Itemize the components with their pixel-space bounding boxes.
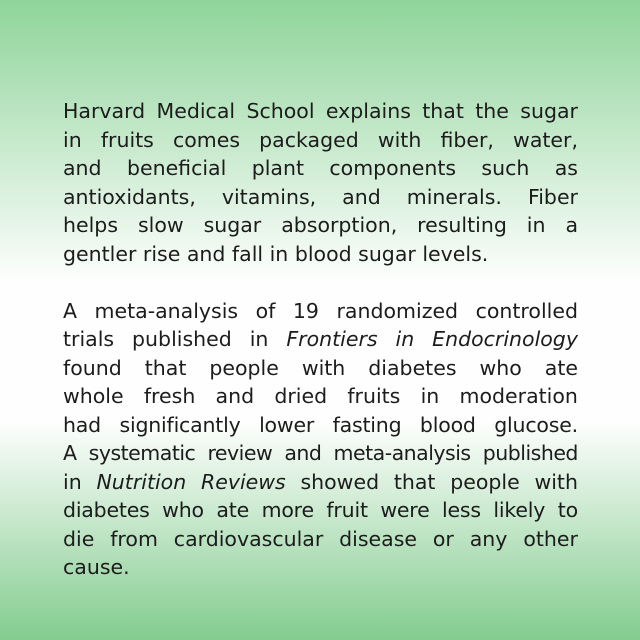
word: of [255,298,276,323]
word: to [557,498,578,522]
word: who [162,498,204,522]
text-line [63,525,578,554]
word: meta-analysis [94,298,239,323]
word: diabetes [368,355,457,380]
text-line [63,496,578,525]
word: with [377,127,422,152]
word: packaged [259,127,359,152]
word: meta-analysis [333,441,471,465]
word: fasting [332,412,402,437]
word: School [246,99,315,123]
text-line [63,297,578,326]
word: A [63,298,78,323]
word: or [432,526,454,551]
word: comes [172,127,241,152]
word: significantly [119,412,241,437]
word: helps [63,213,118,237]
word: systematic [88,441,196,465]
word: and [284,441,322,465]
word: more [261,498,314,522]
word: and [63,156,102,180]
word: fruits [100,127,154,152]
word: moderation [459,384,578,408]
word: Fiber [527,184,578,209]
word: glucose. [494,412,578,437]
word: Reviews [200,469,286,494]
word: die [63,526,95,551]
word: fruit [326,498,368,522]
word: absorption, [281,213,398,237]
word: people [209,355,279,380]
word: in [249,327,269,351]
word: Frontiers [286,327,378,351]
word: in [63,127,82,152]
word: whole [63,384,124,408]
word: trials [63,327,115,351]
word: cardiovascular [173,526,324,551]
word: blood [419,412,476,437]
word: sugar [520,99,578,123]
word: randomized [336,298,459,323]
text-line [63,240,578,269]
word: water, [513,127,578,152]
word: vitamins, [221,184,317,209]
word: diabetes [63,498,150,522]
paragraph [63,97,578,268]
word: A [63,441,77,465]
word: minerals. [406,184,502,209]
word: that [144,355,187,380]
word: components [329,156,457,180]
paragraph [63,297,578,582]
word: Nutrition [96,469,187,494]
word: had [63,412,101,437]
word: lower [259,412,315,437]
word: were [380,498,430,522]
word: less [442,498,481,522]
text-line [63,553,578,582]
word: in [63,469,82,494]
word: found [63,355,122,380]
word: showed [300,469,380,494]
word: fresh [143,384,196,408]
word: other [523,526,578,551]
text-segment: gentler rise and fall in blood sugar levels. [63,241,489,266]
word: 19 [292,298,319,323]
text-line [63,439,578,468]
word: Harvard [63,99,146,123]
text-line [63,382,578,411]
word: from [110,526,158,551]
word: fruits [347,384,401,408]
text-line [63,126,578,155]
word: plant [251,156,305,180]
word: a [565,213,578,237]
text-line [63,154,578,183]
word: people [450,469,520,494]
word: and [215,384,255,408]
word: Endocrinology [432,327,578,351]
word: any [469,526,508,551]
word: slow [137,213,184,237]
word: who [479,355,522,380]
word: that [393,469,436,494]
word: disease [339,526,418,551]
word: controlled [475,298,578,323]
word: ate [544,355,578,380]
word: review [207,441,273,465]
word: Medical [156,99,236,123]
word: ate [216,498,250,522]
word: dried [274,384,328,408]
text-line [63,183,578,212]
text-segment: cause. [63,555,130,579]
word: the [475,99,509,123]
word: in [420,384,440,408]
word: fiber, [440,127,494,152]
word: such [481,156,530,180]
text-line [63,354,578,383]
word: in [526,213,546,237]
word: published [132,327,232,351]
text-line [63,325,578,354]
article [63,97,578,582]
word: likely [493,498,546,522]
word: antioxidants, [63,184,196,209]
word: as [554,156,578,180]
word: published [482,441,578,465]
text-line [63,97,578,126]
text-line [63,411,578,440]
word: in [395,327,415,351]
word: sugar [203,213,262,237]
word: resulting [417,213,507,237]
word: and [342,184,381,209]
text-line [63,211,578,240]
word: that [422,99,464,123]
word: beneficial [126,156,227,180]
word: explains [325,99,411,123]
word: with [301,355,346,380]
word: with [534,469,578,494]
text-line [63,468,578,497]
